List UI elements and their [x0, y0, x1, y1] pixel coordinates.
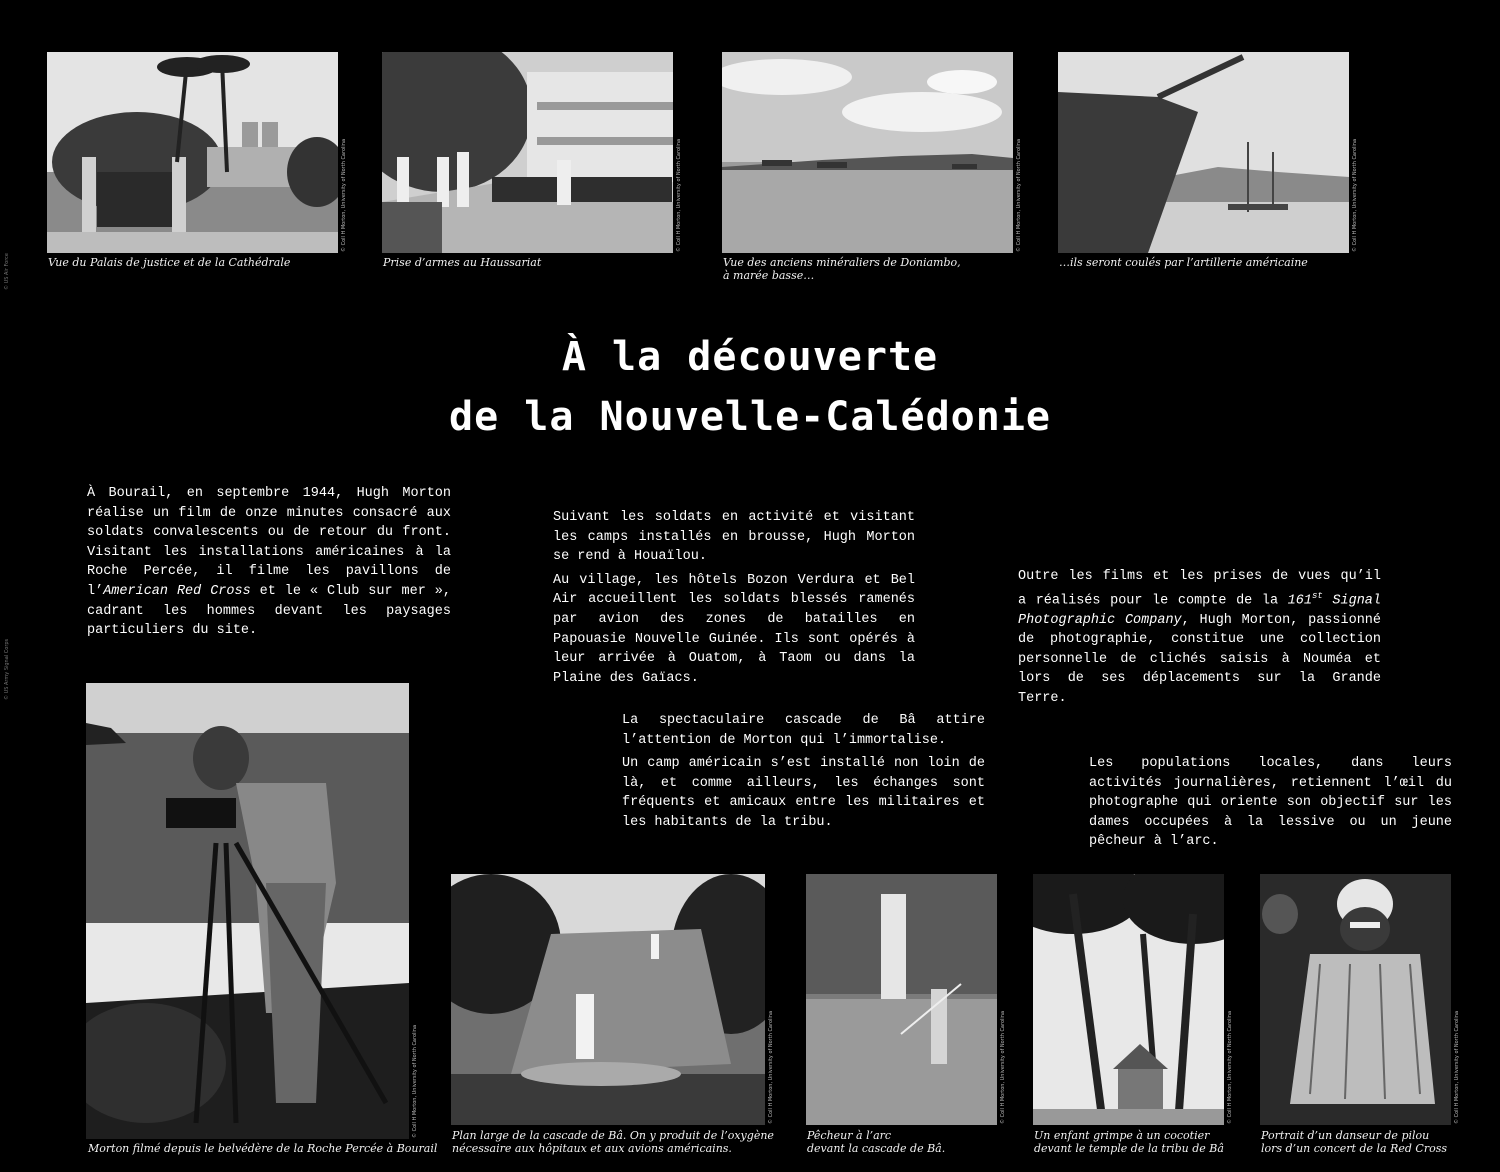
paragraph-houailou-b: Au village, les hôtels Bozon Verdura et Bel Air accueillent les soldats blessés ramenés par avion des zones de batailles en Papouasie Nouvelle Guinée. Ils sont opérés à leur arrivée à Ouatom, à Taom ou dans la Plaine des Gaïacs. — [553, 572, 915, 686]
page-title-line1: À la découverte — [561, 334, 939, 380]
caption-pecheur-line2: devant la cascade de Bâ. — [807, 1142, 946, 1155]
photo-cocotier — [1033, 874, 1224, 1125]
paragraph-cascade-b: Un camp américain s’est installé non loin de là, et comme ailleurs, les échanges sont fréquents et amicaux entre les militaires et les habitants de la tribu. — [622, 756, 985, 830]
credit-bottom-2: © Coll H Morton, University of North Carolina — [768, 1010, 774, 1124]
paragraph-houailou — [553, 508, 915, 692]
caption-morton: Morton filmé depuis le belvédère de la Roche Percée à Bourail — [88, 1142, 438, 1155]
caption-pecheur-line1: Pêcheur à l’arc — [807, 1129, 892, 1142]
side-credit-signal-corps: © US Army Signal Corps — [4, 638, 10, 700]
caption-danseur-line2: lors d’un concert de la Red Cross — [1261, 1142, 1447, 1155]
photo-palais-justice — [47, 52, 338, 253]
caption-palais-justice: Vue du Palais de justice et de la Cathédrale — [48, 256, 291, 269]
caption-cascade-line1: Plan large de la cascade de Bâ. On y produit de l’oxygène — [452, 1129, 774, 1142]
caption-mineraliers-line2: à marée basse… — [723, 269, 815, 282]
photo-morton-camera — [86, 683, 409, 1139]
paragraph-bourail-text: À Bourail, en septembre 1944, Hugh Morton réalise un film de onze minutes consacré aux soldats convalescents ou de retour du front. Visitant les installations américaines à la Roche Percée, il filme les pavillons de l’ — [87, 486, 451, 599]
caption-navire-coule: …ils seront coulés par l’artillerie américaine — [1059, 256, 1308, 269]
paragraph-houailou-a: Suivant les soldats en activité et visitant les camps installés en brousse, Hugh Morton se rend à Houaïlou. — [553, 510, 915, 565]
paragraph-collection-text: Outre les films et les prises de vues qu’il a réalisés pour le compte de la — [1018, 569, 1381, 609]
credit-top-1: © Coll H Morton, University of North Carolina — [341, 138, 347, 252]
caption-mineraliers-line1: Vue des anciens minéraliers de Doniambo, — [723, 256, 961, 269]
credit-bottom-3: © Coll H Morton, University of North Carolina — [1000, 1010, 1006, 1124]
paragraph-populations-text: Les populations locales, dans leurs activités journalières, retiennent l’œil du photographe qui oriente son objectif sur les dames occupées à la lessive ou un jeune pêcheur à l’arc. — [1089, 756, 1452, 850]
photo-mineraliers — [722, 52, 1013, 253]
caption-cascade-line2: nécessaire aux hôpitaux et aux avions américains. — [452, 1142, 732, 1155]
photo-danseur-pilou — [1260, 874, 1451, 1125]
photo-cascade-large — [451, 874, 765, 1125]
paragraph-populations — [1089, 754, 1452, 856]
caption-haussariat: Prise d’armes au Haussariat — [383, 256, 542, 269]
photo-pecheur-arc — [806, 874, 997, 1125]
side-credit-air-force: © US Air Force — [4, 253, 10, 290]
credit-top-3: © Coll H Morton, University of North Carolina — [1016, 138, 1022, 252]
credit-bottom-4: © Coll H Morton, University of North Carolina — [1227, 1010, 1233, 1124]
paragraph-collection — [1018, 567, 1381, 713]
caption-cocotier-line2: devant le temple de la tribu de Bâ — [1034, 1142, 1224, 1155]
paragraph-collection-end: , Hugh Morton, passionné de photographie, constitue une collection personnelle de clichés saisis à Nouméa et lors de ses déplacements sur la Grande Terre. — [1018, 612, 1382, 707]
photo-navire-coule — [1058, 52, 1349, 253]
signal-company-number: 161 — [1287, 593, 1312, 609]
paragraph-bourail-end: et le « Club sur mer », cadrant les hommes devant les paysages particuliers du site. — [87, 583, 451, 639]
paragraph-cascade-a: La spectaculaire cascade de Bâ attire l’attention de Morton qui l’immortalise. — [622, 713, 985, 748]
paragraph-bourail — [87, 484, 451, 645]
credit-top-2: © Coll H Morton, University of North Carolina — [676, 138, 682, 252]
caption-danseur-line1: Portrait d’un danseur de pilou — [1261, 1129, 1430, 1142]
american-red-cross-italic: American Red Cross — [103, 583, 251, 599]
signal-company-sup: st — [1311, 590, 1323, 601]
caption-cocotier-line1: Un enfant grimpe à un cocotier — [1034, 1129, 1210, 1142]
signal-company-italic: Signal Photographic Company — [1018, 593, 1381, 628]
credit-bottom-1: © Coll H Morton, University of North Carolina — [412, 1024, 418, 1138]
credit-top-4: © Coll H Morton, University of North Carolina — [1352, 138, 1358, 252]
page-title-line2: de la Nouvelle-Calédonie — [449, 394, 1051, 440]
credit-bottom-5: © Coll H Morton, University of North Carolina — [1454, 1010, 1460, 1124]
photo-haussariat — [382, 52, 673, 253]
paragraph-cascade — [622, 711, 985, 837]
